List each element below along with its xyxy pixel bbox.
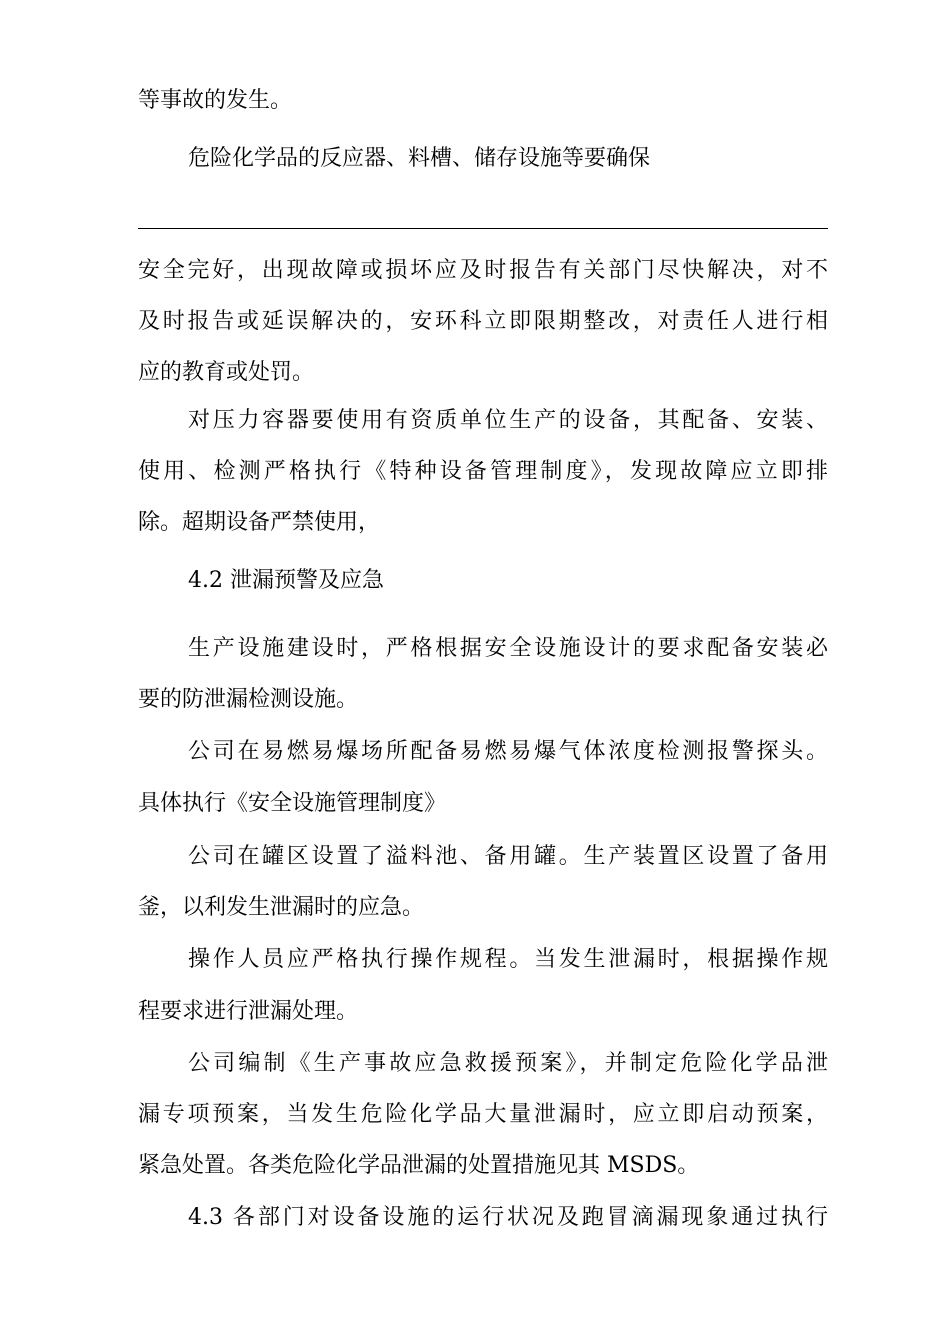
text-line: 公司在罐区设置了溢料池、备用罐。生产装置区设置了备用 bbox=[188, 844, 828, 869]
section-heading: 4.3 各部门对设备设施的运行状况及跑冒滴漏现象通过执行 bbox=[188, 1205, 828, 1230]
text-line: 公司在易燃易爆场所配备易燃易爆气体浓度检测报警探头。 bbox=[188, 739, 828, 764]
text-line: 及时报告或延误解决的，安环科立即限期整改，对责任人进行相 bbox=[138, 309, 828, 334]
text-line: 釜，以利发生泄漏时的应急。 bbox=[138, 895, 425, 920]
text-line: 应的教育或处罚。 bbox=[138, 360, 315, 385]
text-line: 对压力容器要使用有资质单位生产的设备，其配备、安装、 bbox=[188, 408, 828, 433]
text-line: 危险化学品的反应器、料槽、储存设施等要确保 bbox=[188, 146, 651, 171]
text-line: 等事故的发生。 bbox=[138, 88, 293, 113]
page-divider bbox=[138, 228, 828, 229]
text-line: 具体执行《安全设施管理制度》 bbox=[138, 791, 447, 816]
text-line: 漏专项预案，当发生危险化学品大量泄漏时，应立即启动预案， bbox=[138, 1102, 828, 1127]
text-line: 安全完好，出现故障或损坏应及时报告有关部门尽快解决，对不 bbox=[138, 258, 828, 283]
section-heading: 4.2 泄漏预警及应急 bbox=[188, 568, 384, 593]
text-line: 紧急处置。各类危险化学品泄漏的处置措施见其 MSDS。 bbox=[138, 1153, 700, 1178]
text-line: 公司编制《生产事故应急救援预案》，并制定危险化学品泄 bbox=[188, 1051, 828, 1076]
text-line: 生产设施建设时，严格根据安全设施设计的要求配备安装必 bbox=[188, 636, 828, 661]
text-line: 操作人员应严格执行操作规程。当发生泄漏时，根据操作规 bbox=[188, 947, 828, 972]
text-line: 要的防泄漏检测设施。 bbox=[138, 687, 359, 712]
text-line: 除。超期设备严禁使用， bbox=[138, 510, 381, 535]
text-line: 程要求进行泄漏处理。 bbox=[138, 999, 359, 1024]
text-line: 使用、检测严格执行《特种设备管理制度》，发现故障应立即排 bbox=[138, 459, 828, 484]
